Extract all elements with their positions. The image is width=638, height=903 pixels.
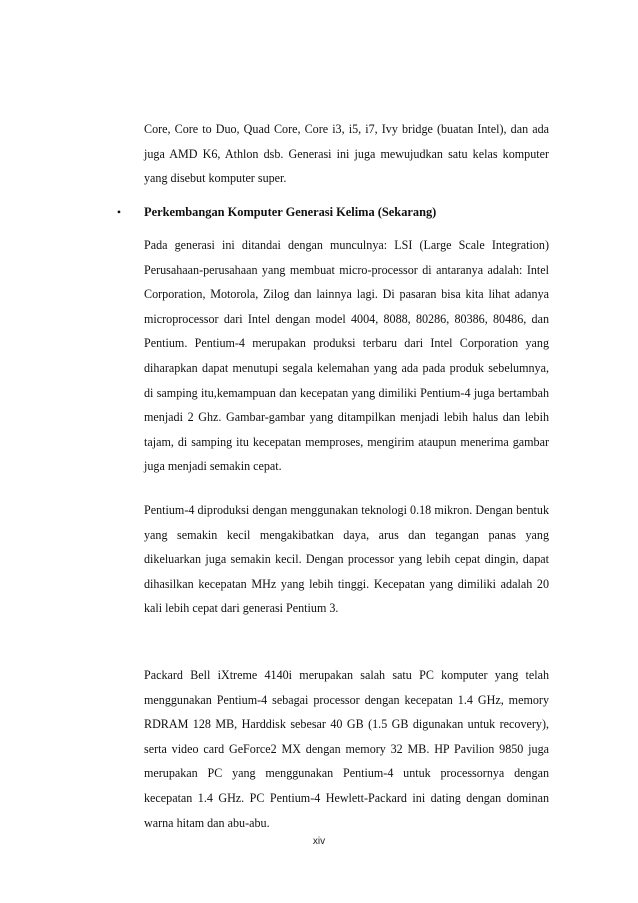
- body-paragraph: Pada generasi ini ditandai dengan munculnya: LSI (Large Scale Integration) Perusahaan-perusahaan yang membuat micro-processor di antaranya adalah: Intel Corporation, Motorola, Zilog dan lainnya lagi. Di pasaran bisa kita lihat adanya microprocessor dari Intel dengan model 4004, 8088, 80286, 80386, 80486, dan Pentium. Pentium-4 merupakan produksi terbaru dari Intel Corporation yang diharapkan dapat menutupi segala kelemahan yang ada pada produk sebelumnya, di samping itu,kemampuan dan kecepatan yang dimiliki Pentium-4 juga bertambah menjadi 2 Ghz. Gambar-gambar yang ditampilkan menjadi lebih halus dan lebih tajam, di samping itu kecepatan memproses, mengirim ataupun menerima gambar juga menjadi semakin cepat.: [144, 238, 549, 474]
- body-paragraph: Packard Bell iXtreme 4140i merupakan salah satu PC komputer yang telah menggunakan Pentium-4 sebagai processor dengan kecepatan 1.4 GHz, memory RDRAM 128 MB, Harddisk sebesar 40 GB (1.5 GB digunakan untuk recovery), serta video card GeForce2 MX dengan memory 32 MB. HP Pavilion 9850 juga merupakan PC yang menggunakan Pentium-4 untuk processornya dengan kecepatan 1.4 GHz. PC Pentium-4 Hewlett-Packard ini dating dengan dominan warna hitam dan abu-abu.: [144, 668, 549, 830]
- section-heading: Perkembangan Komputer Generasi Kelima (Sekarang): [144, 205, 437, 219]
- intro-paragraph: Core, Core to Duo, Quad Core, Core i3, i5, i7, Ivy bridge (buatan Intel), dan ada juga AMD K6, Athlon dsb. Generasi ini juga mewujudkan satu kelas komputer yang disebut komputer super.: [144, 122, 549, 186]
- page-number: xiv: [312, 836, 326, 847]
- bullet-icon: •: [116, 205, 122, 219]
- body-paragraph: Pentium-4 diproduksi dengan menggunakan teknologi 0.18 mikron. Dengan bentuk yang semakin kecil mengakibatkan daya, arus dan tegangan panas yang dikeluarkan juga semakin kecil. Dengan processor yang lebih cepat dingin, dapat dihasilkan kecepatan MHz yang lebih tinggi. Kecepatan yang dimiliki adalah 20 kali lebih cepat dari generasi Pentium 3.: [144, 503, 549, 616]
